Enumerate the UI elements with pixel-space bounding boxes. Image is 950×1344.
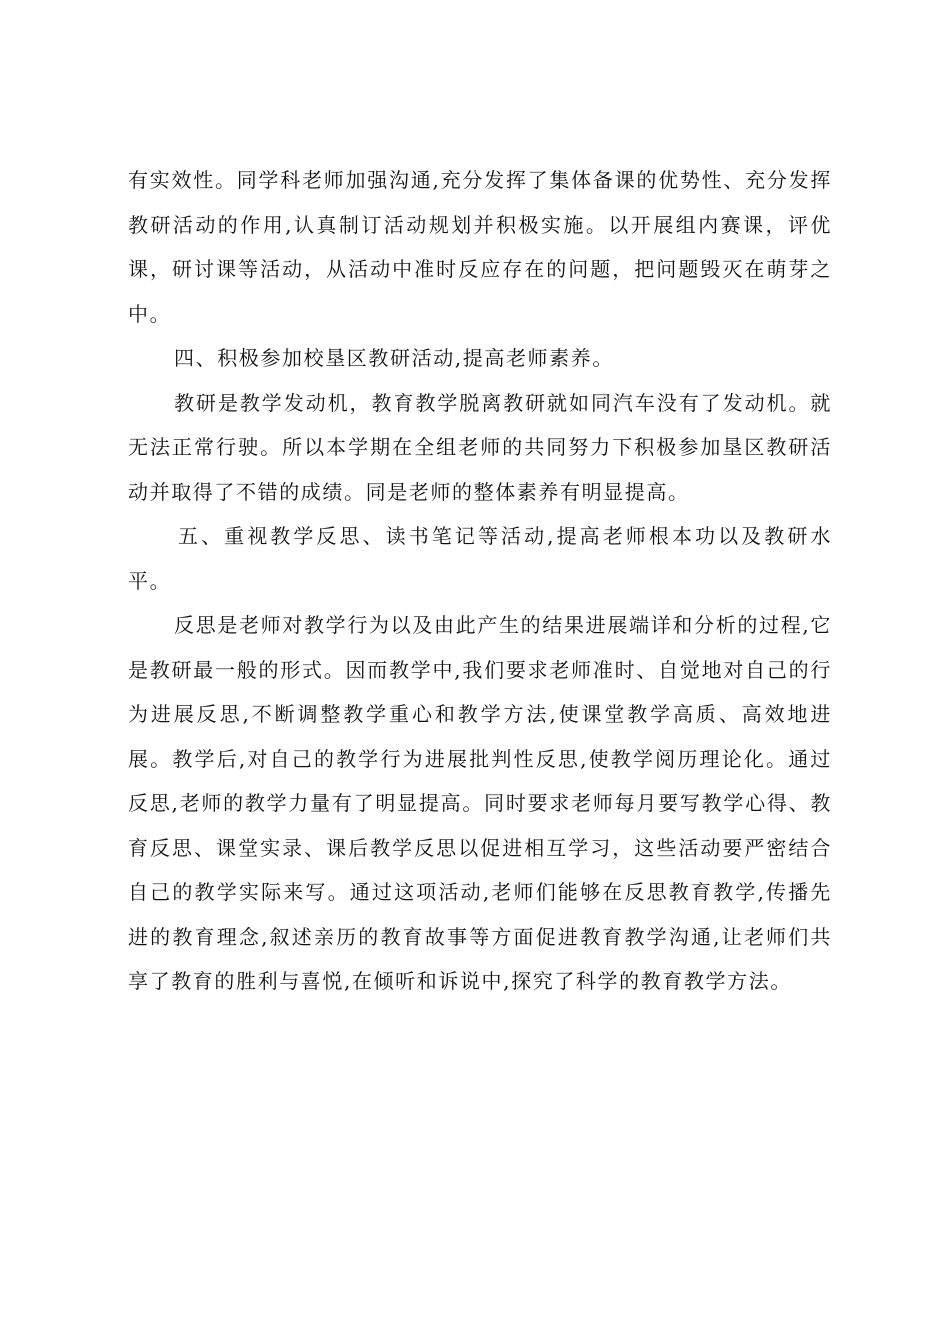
paragraph-continuation: 有实效性。同学科老师加强沟通,充分发挥了集体备课的优势性、充分发挥教研活动的作用,认真制订活动规划并积极实施。以开展组内赛课，评优课，研讨课等活动，从活动中准时反应存在的问题，把问题毁灭在萌芽之中。: [128, 168, 832, 326]
document-body: [128, 158, 832, 1004]
section-heading-four: 四、积极参加校垦区教研活动,提高老师素养。: [174, 346, 614, 370]
paragraph-teaching-research: 教研是教学发动机，教育教学脱离教研就如同汽车没有了发动机。就无法正常行驶。所以本学期在全组老师的共同努力下积极参加垦区教研活动并取得了不错的成绩。同是老师的整体素养有明显提高。: [128, 390, 832, 504]
paragraph-reflection: 反思是老师对教学行为以及由此产生的结果进展端详和分析的过程,它是教研最一般的形式。因而教学中,我们要求老师准时、自觉地对自己的行为进展反思,不断调整教学重心和教学方法,使课堂教学高质、高效地进展。教学后,对自己的教学行为进展批判性反思,使教学阅历理论化。通过反思,老师的教学力量有了明显提高。同时要求老师每月要写教学心得、教育反思、课堂实录、课后教学反思以促进相互学习，这些活动要严密结合自己的教学实际来写。通过这项活动,老师们能够在反思教育教学,传播先进的教育理念,叙述亲历的教育故事等方面促进教育教学沟通,让老师们共享了教育的胜利与喜悦,在倾听和诉说中,探究了科学的教育教学方法。: [128, 613, 832, 993]
section-heading-five: 五、重视教学反思、读书笔记等活动,提高老师根本功以及教研水平。: [128, 524, 832, 593]
